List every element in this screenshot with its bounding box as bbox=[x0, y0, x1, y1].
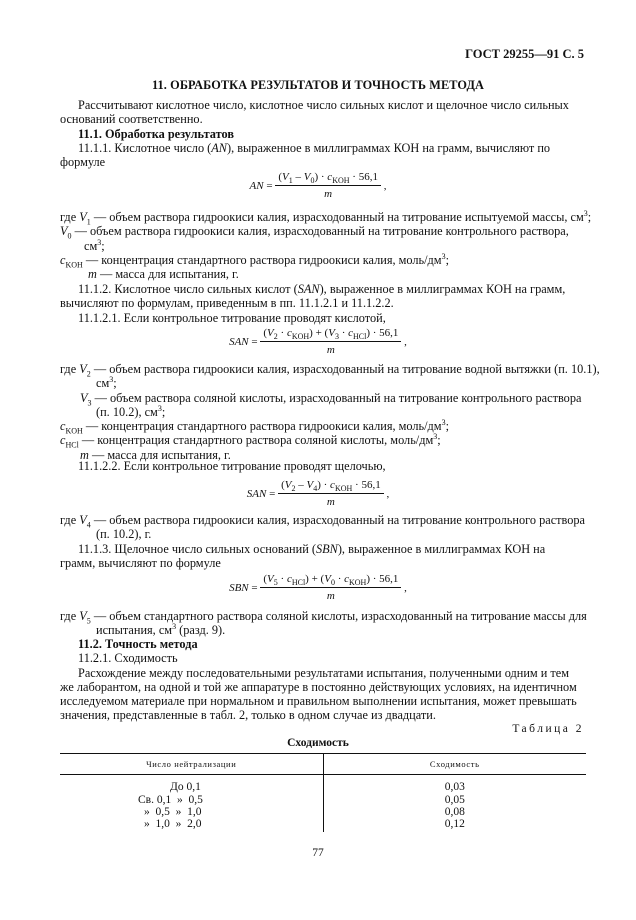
convergence-table bbox=[60, 753, 586, 832]
def-v3: $V_3$ — объем раствора соляной кислоты, израсходованный на титрование контрольного раствора bbox=[80, 390, 582, 408]
paragraph-11-1-3: 11.1.3. Щелочное число сильных оснований (SBN), выраженное в миллиграммах КОН на грамм, вычисляют по формуле bbox=[60, 542, 546, 571]
def-v5: где $V_5$ — объем стандартного раствора соляной кислоты, израсходованный на титрование массы для bbox=[60, 609, 587, 626]
table-name: Сходимость bbox=[287, 737, 349, 749]
def-ckoh-2: $c_{KOH}$ — концентрация стандартного раствора гидроокиси калия, моль/$дм^3$; bbox=[60, 418, 450, 436]
intro-paragraph: Рассчитывают кислотное число, кислотное число сильных кислот и щелочное число сильных оснований соответственно. 11.1. Обработка результатов 11.1.1. Кислотное число (AN), выраженное в миллиграммах КОН на грамм, вычисляют по формуле bbox=[60, 98, 588, 169]
definitions-sbn: где $V_5$ — объем стандартного раствора соляной кислоты, израсходованный на титрование массы для испытания, $см^3$ (разд. 9). bbox=[60, 609, 590, 638]
paragraph-11-1-2-1: 11.1.2.1. Если контрольное титрование проводят кислотой, bbox=[78, 310, 386, 325]
paragraph-11-1-2-2: 11.1.2.2. Если контрольное титрование проводят щелочью, bbox=[78, 459, 386, 473]
section-title: 11. ОБРАБОТКА РЕЗУЛЬТАТОВ И ТОЧНОСТЬ МЕТОДА bbox=[151, 78, 485, 92]
definitions-san-2: где $V_4$ — объем раствора гидроокиси калия, израсходованный на титрование контрольного раствора (п. 10.2), г. bbox=[60, 513, 590, 542]
table-row: » 0,5 » 1,0 0,08 bbox=[60, 806, 586, 818]
table-header-row bbox=[60, 754, 586, 775]
def-m: m — масса для испытания, г. bbox=[88, 267, 239, 282]
subsection-11-2: 11.2. Точность метода 11.2.1. Сходимость Расхождение между последовательными результатами испытания, полученными одним и тем же лаборантом, на одной и той же аппаратуре в постоянно действующих условиях, на идентичном исследуемом материале при нормальном и правильном выполнении испытания, может превышать значения, представленные в табл. 2, только в одном случае из двадцати. bbox=[60, 637, 588, 723]
paragraph-11-1-2: 11.1.2. Кислотное число сильных кислот (SAN), выраженное в миллиграммах КОН на грамм, вычисляют по формулам, приведенным в пп. 11.1.2.1 и 11.1.2.2. 11.1.2.1. Если контрольное титрование проводят кислотой, bbox=[60, 282, 588, 325]
def-v1: где $V_1$ — объем раствора гидроокиси калия, израсходованный на титрование испытуемой массы, $см^3$; bbox=[60, 208, 592, 227]
def-v4: где $V_4$ — объем раствора гидроокиси калия, израсходованный на титрование контрольного раствора bbox=[60, 513, 585, 530]
column-header-neutralization: Число нейтрализации bbox=[60, 754, 323, 775]
paragraph-11-2-1: 11.2.1. Сходимость bbox=[78, 651, 178, 666]
paragraph-11-1-1: 11.1.1. Кислотное число (AN), выраженное в миллиграммах КОН на грамм, вычисляют по bbox=[78, 140, 551, 155]
def-ckoh: $c_{KOH}$ — концентрация стандартного раствора гидроокиси калия, моль/$дм^3$; bbox=[60, 251, 450, 270]
column-header-convergence: Сходимость bbox=[323, 754, 586, 775]
formula-san-1: SAN = $\frac{(V_2 \cdot c_{KOH}) + (V_3 \cdot c_{HCl}) \cdot 56,1}{m}$ , bbox=[229, 327, 407, 357]
def-v0: $V_0$ — объем раствора гидроокиси калия, израсходованный на титрование контрольного раствора, bbox=[60, 224, 569, 241]
formula-an: AN = $\frac{(V_1 - V_0) \cdot c_{KOH} \cdot 56,1}{m}$ , bbox=[249, 171, 387, 201]
formula-san-2: SAN = $\frac{(V_2 - V_4) \cdot c_{KOH} \cdot 56,1}{m}$ , bbox=[246, 479, 390, 509]
standard-header: ГОСТ 29255—91 С. 5 bbox=[465, 47, 584, 61]
def-v2: где $V_2$ — объем раствора гидроокиси калия, израсходованный на титрование водной вытяжки (п. 10.1), bbox=[60, 362, 600, 379]
table-caption: Таблица 2 bbox=[512, 723, 584, 735]
subsection-11-1: 11.1. Обработка результатов bbox=[78, 126, 234, 141]
definitions-san-1: где $V_2$ — объем раствора гидроокиси калия, израсходованный на титрование водной вытяжки (п. 10.1), $см^3$; $V_3$ — объем раствора соляной кислоты, израсходованный на титрование контрольного раствора (п. 10.2), $см^3$; $c_{KOH}$ — концентрация стандартного раствора гидроокиси калия, моль/$дм^3$; $c_{HCl}$ — концентрация стандартного раствора соляной кислоты, моль/$дм^3$; m — масса для испытания, г. bbox=[60, 362, 600, 462]
formula-sbn: SBN = $\frac{(V_5 \cdot c_{HCl}) + (V_0 \cdot c_{KOH}) \cdot 56,1}{m}$ , bbox=[229, 573, 407, 603]
page-number: 77 bbox=[312, 847, 324, 859]
table-row: До 0,1 0,03 bbox=[60, 775, 586, 794]
def-m-2: m — масса для испытания, г. bbox=[80, 447, 231, 462]
table-row: Св. 0,1 » 0,5 0,05 bbox=[60, 794, 586, 806]
definitions-an: где $V_1$ — объем раствора гидроокиси калия, израсходованный на титрование испытуемой массы, $см^3$; $V_0$ — объем раствора гидроокиси калия, израсходованный на титрование контрольного раствора, $см^3$; $c_{KOH}$ — концентрация стандартного раствора гидроокиси калия, моль/$дм^3$; m — масса для испытания, г. bbox=[60, 208, 592, 282]
def-chcl: $c_{HCl}$ — концентрация стандартного раствора соляной кислоты, моль/$дм^3$; bbox=[60, 432, 441, 450]
table-row: » 1,0 » 2,0 0,12 bbox=[60, 818, 586, 832]
